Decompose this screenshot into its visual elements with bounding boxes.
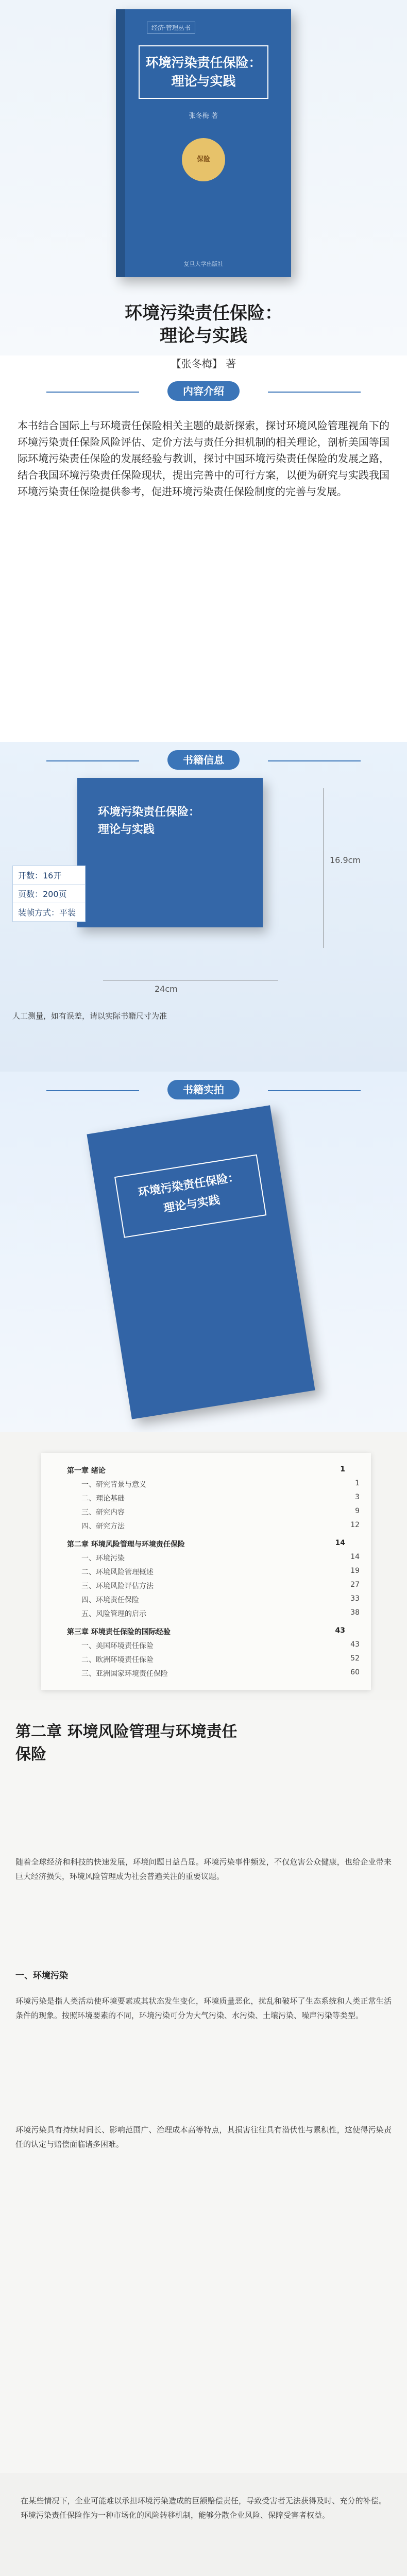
chapter-title-line-2: 保险 [15,1745,46,1764]
heading-rule-left [46,1090,139,1091]
toc-label: 二、理论基础 [81,1495,125,1503]
chapter-paragraph-2: 环境污染是指人类活动使环境要素或其状态发生变化，环境质量恶化，扰乱和破坏了生态系统和人类正常生活条件的现象。按照环境要素的不同，环境污染可分为大气污染、水污染、土壤污染、噪声污染等类型。 [15,1996,392,2020]
toc-row [67,1581,360,1591]
chapter-subheading: 一、环境污染 [15,1971,68,1981]
author-line: 【张冬梅】 著 [171,358,236,370]
toc-page-number: 33 [350,1595,360,1603]
page-paragraph-1: 在某些情况下，企业可能难以承担环境污染造成的巨额赔偿责任，导致受害者无法获得及时、充分的补偿。环境污染责任保险作为一种市场化的风险转移机制，能够分散企业风险、保障受害者权益。 [21,2496,386,2520]
toc-row [67,1493,360,1503]
chapter-page [0,1700,407,2473]
hero-book-spine [116,9,125,277]
info-heading [0,750,407,770]
toc-label: 第一章 绪论 [67,1467,106,1475]
width-dimension-label: 24cm [155,984,178,994]
content-page [0,2473,407,2576]
toc-label: 三、研究内容 [81,1509,125,1517]
toc-label: 一、研究背景与意义 [81,1481,146,1489]
chapter-title [15,1721,237,1766]
info-cover-title-1: 环境污染责任保险： [98,806,200,819]
book-info-section [0,742,407,1072]
hero-cover-title-1: 环境污染责任保险： [145,55,262,70]
toc-row [67,1567,360,1577]
preview-cover-title [114,1154,266,1238]
height-dimension-label: 16.9cm [330,855,361,865]
preview-book-photo [87,1105,315,1419]
intro-paragraph: 本书结合国际上与环境责任保险相关主题的最新探索，探讨环境风险管理视角下的环境污染责任保险风险评估、定价方法与责任分担机制的相关理论，剖析美国等国际环境污染责任保险的发展经验与教训，探讨中国环境污染责任保险的发展之路，结合我国环境污染责任保险现状，提出完善中的可行方案，以便为研究与实践我国环境污染责任保险提供参考，促进环境污染责任保险制度的完善与发展。 [18,419,389,498]
toc-label: 三、亚洲国家环境责任保险 [81,1670,168,1678]
toc-label: 一、环境污染 [81,1554,125,1563]
toc-label: 三、环境风险评估方法 [81,1582,154,1590]
toc-row [67,1640,360,1651]
toc-page-number: 14 [350,1553,360,1561]
toc-page-number: 43 [335,1626,345,1635]
page-title-line-1: 环境污染责任保险： [125,303,282,324]
book-spec-card [12,866,86,922]
toc-row [67,1595,360,1605]
toc-label: 二、环境风险管理概述 [81,1568,154,1577]
toc-chapter-row [67,1626,345,1637]
preview-heading [0,1080,407,1099]
preview-heading-pill: 书籍实拍 [167,1080,240,1099]
preview-cover-title-2: 理论与实践 [162,1193,221,1215]
toc-row [67,1668,360,1679]
spec-format: 开数：16开 [13,866,85,885]
spec-binding: 装帧方式：平装 [13,903,85,922]
hero-section [0,0,407,355]
heading-rule-right [268,392,361,393]
hero-cover-publisher: 复旦大学出版社 [183,261,224,267]
info-book-image [77,778,263,927]
toc-row [67,1479,360,1489]
toc-page-number: 9 [355,1507,360,1515]
toc-page-number: 19 [350,1567,360,1575]
info-cover-title [98,804,200,839]
measurement-note: 人工测量，如有误差，请以实际书籍尺寸为准 [12,1011,167,1021]
toc-label: 四、环境责任保险 [81,1596,139,1604]
toc-label: 一、美国环境责任保险 [81,1642,154,1650]
preview-cover-title-1: 环境污染责任保险： [137,1171,241,1200]
toc-label: 第二章 环境风险管理与环境责任保险 [67,1540,185,1549]
chapter-title-line-1: 第二章 环境风险管理与环境责任 [15,1723,238,1741]
toc-page [41,1453,371,1690]
toc-label: 五、风险管理的启示 [81,1610,146,1618]
heading-rule-right [268,1090,361,1091]
toc-label: 二、欧洲环境责任保险 [81,1656,154,1664]
heading-rule-right [268,760,361,761]
toc-label: 四、研究方法 [81,1522,125,1531]
heading-rule-left [46,392,139,393]
preview-section [0,1072,407,1432]
hero-cover-title-2: 理论与实践 [171,74,236,89]
info-heading-pill: 书籍信息 [167,750,240,770]
toc-row [67,1654,360,1665]
toc-page-number: 38 [350,1608,360,1617]
toc-page-number: 12 [350,1521,360,1529]
info-cover-title-2: 理论与实践 [98,823,155,836]
intro-heading [0,381,407,401]
toc-page-number: 14 [335,1539,345,1547]
hero-cover-author: 张冬梅 著 [189,112,218,120]
toc-row [67,1608,360,1619]
toc-page-number: 1 [355,1479,360,1487]
toc-page-number: 43 [350,1640,360,1649]
hero-cover-title-box [139,45,268,99]
toc-section [0,1432,407,1700]
toc-row [67,1507,360,1517]
heading-rule-left [46,760,139,761]
toc-page-number: 3 [355,1493,360,1501]
toc-page-number: 52 [350,1654,360,1663]
toc-row [67,1553,360,1563]
hero-book-cover [116,9,291,277]
intro-section [0,381,407,742]
toc-page-number: 1 [340,1465,345,1473]
chapter-paragraph-3: 环境污染具有持续时间长、影响范围广、治理成本高等特点，其损害往往具有潜伏性与累积性，这使得污染责任的认定与赔偿面临诸多困难。 [15,2125,392,2149]
toc-row [67,1521,360,1531]
spec-pages: 页数：200页 [13,885,85,903]
intro-heading-pill: 内容介绍 [167,381,240,401]
toc-chapter-row [67,1539,345,1549]
toc-page-number: 27 [350,1581,360,1589]
toc-chapter-row [67,1465,345,1476]
toc-page-number: 60 [350,1668,360,1676]
hero-series-label: 经济·管理丛书 [147,22,195,33]
page-title-line-2: 理论与实践 [160,326,247,346]
chapter-paragraph-1: 随着全球经济和科技的快速发展，环境问题日益凸显。环境污染事件频发，不仅危害公众健康，也给企业带来巨大经济损失，环境风险管理成为社会普遍关注的重要议题。 [15,1857,392,1881]
seal-icon: 保险 [182,138,225,181]
toc-label: 第三章 环境责任保险的国际经验 [67,1628,171,1636]
